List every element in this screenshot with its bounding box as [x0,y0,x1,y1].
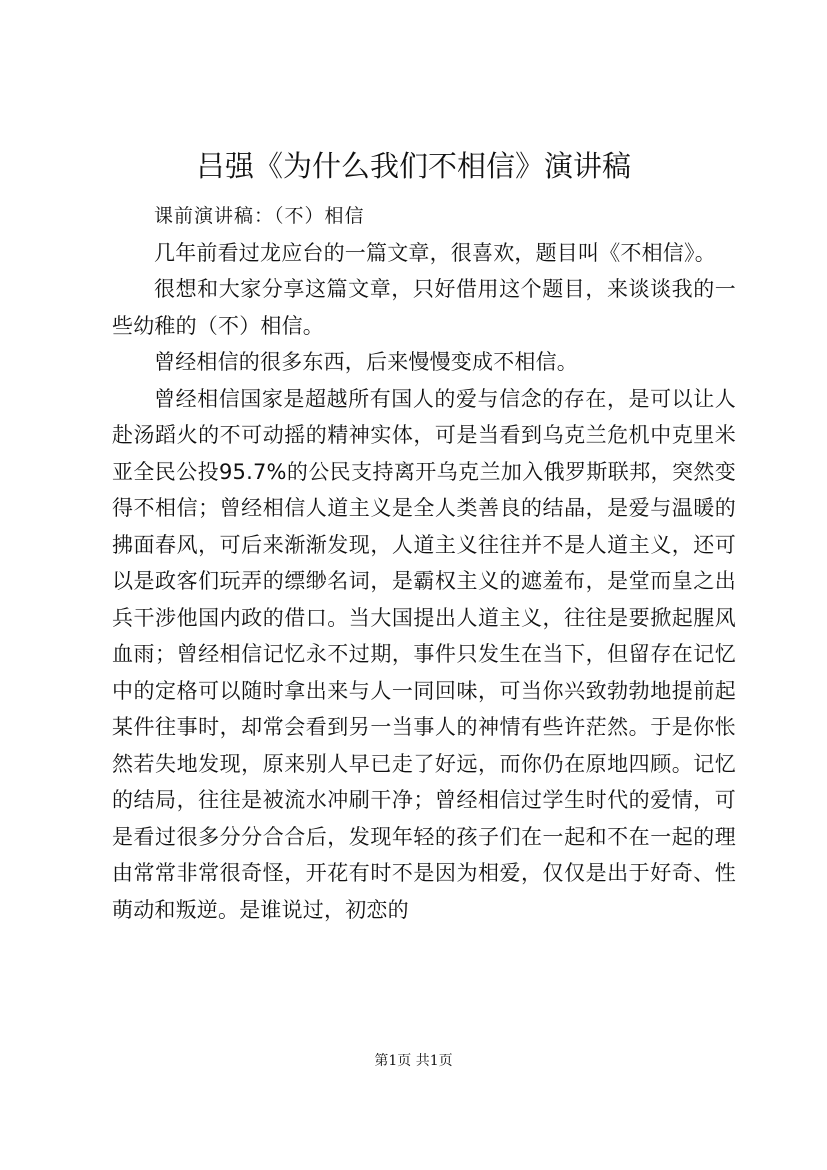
paragraph: 曾经相信国家是超越所有国人的爱与信念的存在，是可以让人赴汤蹈火的不可动摇的精神实体，可是当看到乌克兰危机中克里米亚全民公投95.7%的公民支持离开乌克兰加入俄罗斯联邦，突然变得不相信；曾经相信人道主义是全人类善良的结晶，是爱与温暖的拂面春风，可后来渐渐发现，人道主义往往并不是人道主义，还可以是政客们玩弄的缥缈名词，是霸权主义的遮羞布，是堂而皇之出兵干涉他国内政的借口。当大国提出人道主义，往往是要掀起腥风血雨；曾经相信记忆永不过期，事件只发生在当下，但留存在记忆中的定格可以随时拿出来与人一同回味，可当你兴致勃勃地提前起某件往事时，却常会看到另一当事人的神情有些许茫然。于是你怅然若失地发现，原来别人早已走了好远，而你仍在原地四顾。记忆的结局，往往是被流水冲刷干净；曾经相信过学生时代的爱情，可是看过很多分分合合后，发现年轻的孩子们在一起和不在一起的理由常常非常很奇怪，开花有时不是因为相爱，仅仅是出于好奇、性萌动和叛逆。是谁说过，初恋的 [112,386,736,922]
paragraph-subtitle: 课前演讲稿：（不）相信 [154,205,365,227]
paragraph: 曾经相信的很多东西，后来慢慢变成不相信。 [154,350,578,374]
paragraph: 很想和大家分享这篇文章，只好借用这个题目，来谈谈我的一些幼稚的（不）相信。 [112,277,736,338]
document-body [112,198,736,928]
document-title: 吕强《为什么我们不相信》演讲稿 [195,149,631,183]
paragraph: 几年前看过龙应台的一篇文章，很喜欢，题目叫《不相信》。 [154,240,716,265]
page-footer: 第1页 共1页 [374,1053,453,1069]
